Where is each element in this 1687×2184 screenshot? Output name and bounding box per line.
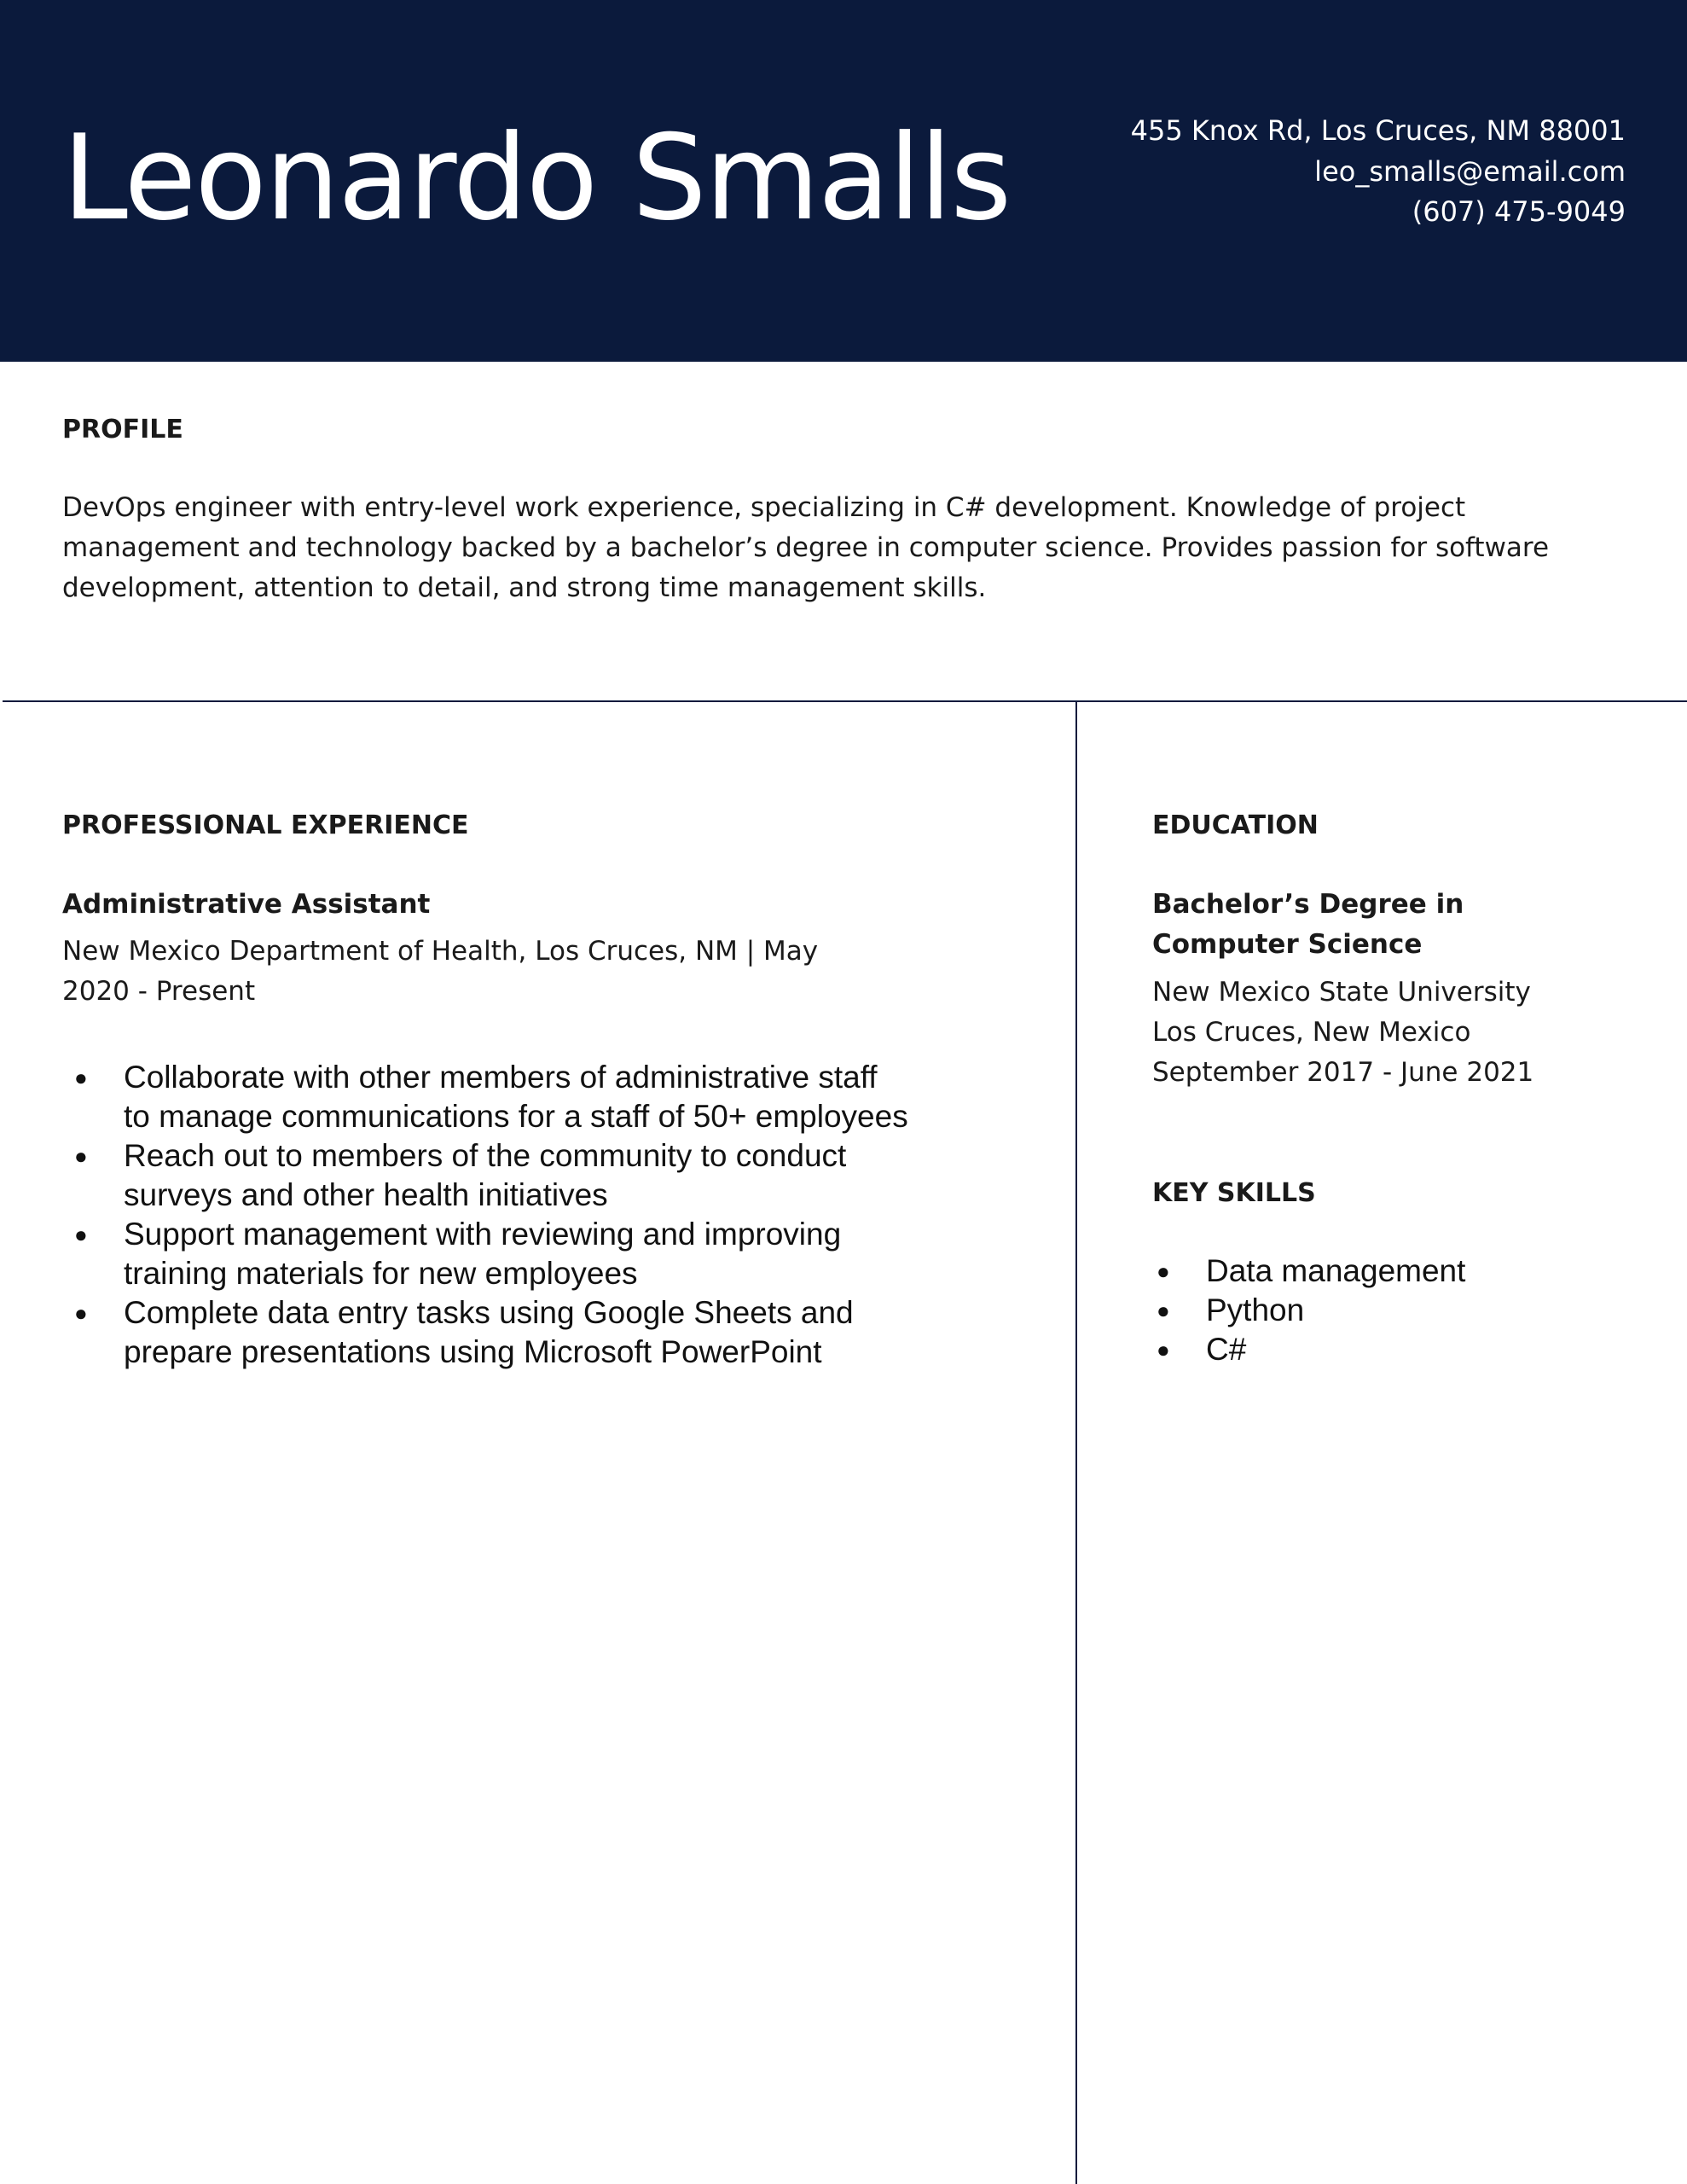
skills-list (1157, 1252, 1634, 1369)
list-item: ● Support management with reviewing and improving training materials for new employees (74, 1215, 910, 1293)
education-dates: September 2017 - June 2021 (1152, 1057, 1534, 1088)
experience-heading: PROFESSIONAL EXPERIENCE (62, 810, 469, 840)
education-heading: EDUCATION (1152, 810, 1319, 840)
list-item: ● Collaborate with other members of administrative staff to manage communications for a staff of 50+ employees (74, 1058, 910, 1136)
education-details (1152, 973, 1630, 1093)
list-item: ● Python (1157, 1291, 1634, 1330)
list-item: ● Data management (1157, 1252, 1634, 1291)
phone: (607) 475-9049 (1412, 195, 1626, 228)
job-title: Administrative Assistant (62, 889, 431, 920)
address: 455 Knox Rd, Los Cruces, NM 88001 (1130, 114, 1626, 147)
horizontal-divider (3, 700, 1687, 702)
list-item: ● Complete data entry tasks using Google Sheets and prepare presentations using Microsoft PowerPoint (74, 1293, 910, 1372)
contact-info (1131, 111, 1626, 233)
email: leo_smalls@email.com (1314, 154, 1626, 188)
job-details: New Mexico Department of Health, Los Cruces, NM | May 2020 - Present (62, 936, 819, 1007)
vertical-divider (1075, 702, 1077, 2184)
school-location: Los Cruces, New Mexico (1152, 1017, 1471, 1048)
profile-heading: PROFILE (62, 415, 183, 444)
profile-text: DevOps engineer with entry-level work experience, specializing in C# development. Knowledge of project management and technology backed by a bachelor’s degree in computer science. Provides passion for software development, attention to detail, and strong time management skills. (62, 492, 1550, 603)
candidate-name: Leonardo Smalls (62, 109, 1011, 247)
degree: Bachelor’s Degree in Computer Science (1152, 889, 1464, 960)
skills-heading: KEY SKILLS (1152, 1178, 1316, 1208)
list-item: ● Reach out to members of the community to conduct surveys and other health initiatives (74, 1136, 910, 1215)
list-item: ● C# (1157, 1330, 1634, 1369)
school: New Mexico State University (1152, 977, 1531, 1008)
job-bullets (74, 1058, 910, 1372)
